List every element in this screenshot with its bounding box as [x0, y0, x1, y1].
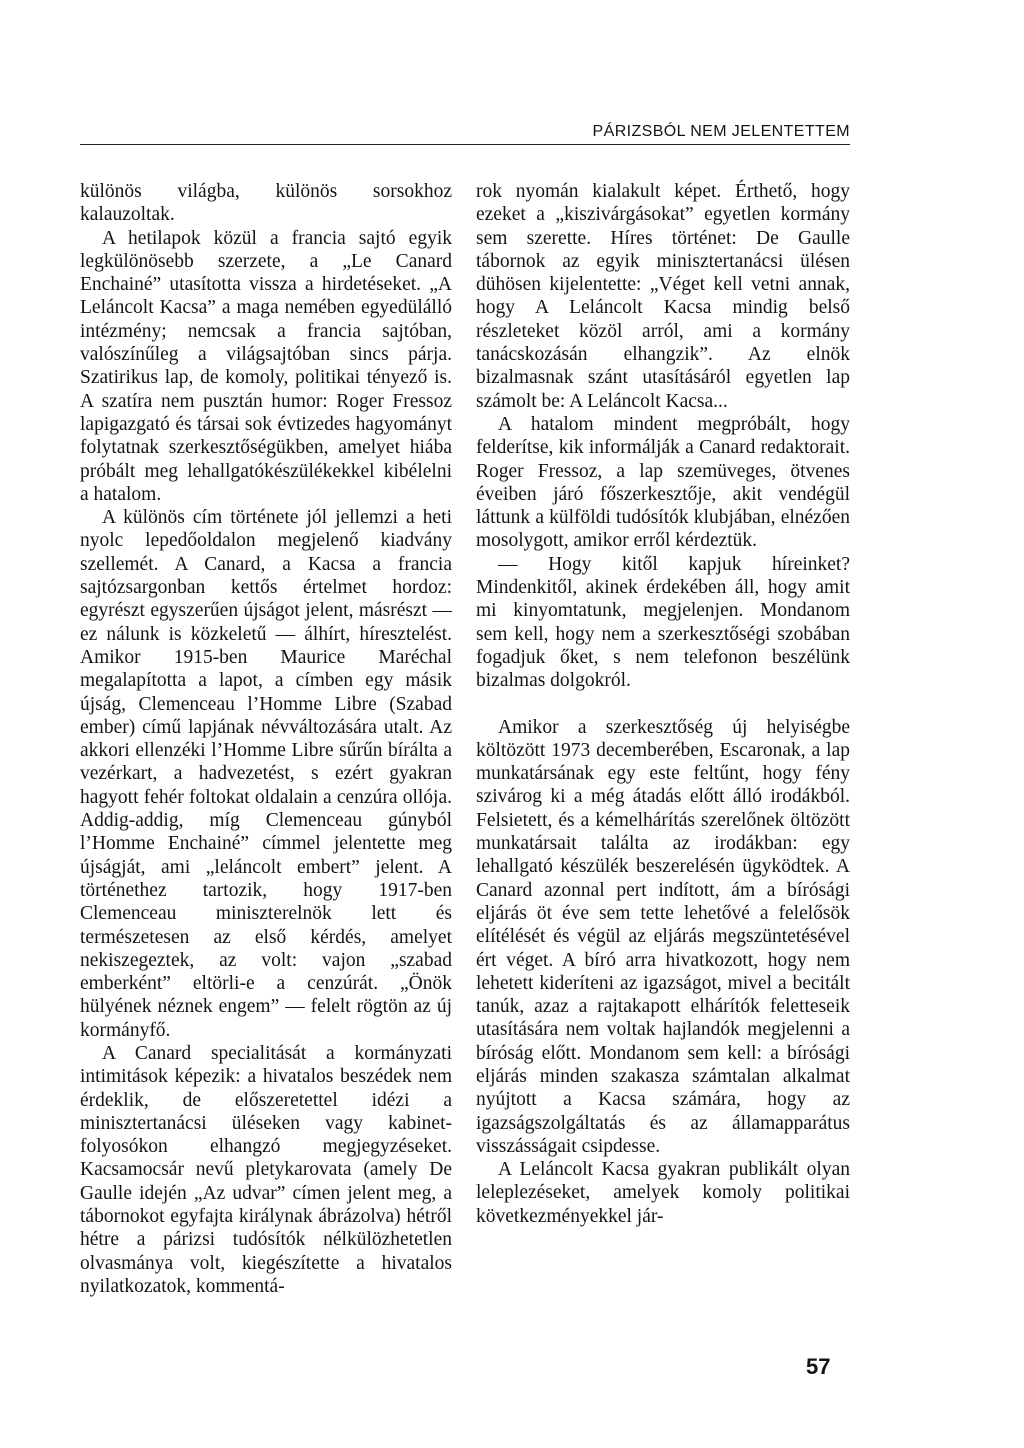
- right-column: [476, 180, 850, 1228]
- page-number: 57: [806, 1354, 831, 1379]
- paragraph: A hetilapok közül a francia sajtó egyik legkülönösebb szerzete, a „Le Canard Enchainé” utasította vissza a hirdetéseket. „A Leláncolt Kacsa” a maga nemében egyedülálló intézmény; nemcsak a francia sajtóban, valószínűleg a világsajtóban sincs párja. Szatirikus lap, de komoly, politikai tényező is. A szatíra nem pusztán humor: Roger Fressoz lapigazgató és társai sok évtizedes hagyományt folytatnak szerkesztőségükben, amelyet hiába próbált meg lehallgatókészülékekkel kibélelni a hatalom.: [80, 227, 452, 505]
- paragraph: rok nyomán kialakult képet. Érthető, hogy ezeket a „kiszivárgásokat” egyetlen kormány sem szerette. Híres történet: De Gaulle tábornok az egyik minisztertanácsi ülésen dühösen kijelentette: „Véget kell vetni annak, hogy A Leláncolt Kacsa mindig belső részleteket közöl arról, ami a kormány tanácskozásán elhangzik”. Az elnök bizalmasnak szánt utasításáról egyetlen lap számolt be: A Leláncolt Kacsa...: [476, 181, 850, 412]
- paragraph: különös világba, különös sorsokhoz kalauzoltak.: [80, 181, 452, 226]
- paragraph: A különös cím története jól jellemzi a heti nyolc lepedőoldalon megjelenő kiadvány szellemét. A Canard, a Kacsa a francia sajtózsargonban kettős értelmet hordoz: egyrészt egyszerűen újságot jelent, másrészt — ez nálunk is közkeletű — álhírt, híresztelést. Amikor 1915-ben Maurice Maréchal megalapította a lapot, a címben egy másik újság, Clemenceau l’Homme Libre (Szabad ember) című lapjának névváltozására utalt. Az akkori ellenzéki l’Homme Libre sűrűn bírálta a vezérkart, a hadvezetést, s ezért gyakran hagyott fehér foltokat oldalain a cenzúra ollója. Addig-addig, míg Clemenceau gúnyból l’Homme Enchainé” címmel jelentette meg újságját, ami „leláncolt embert” jelent. A történethez tartozik, hogy 1917-ben Clemenceau miniszterelnök lett és természetesen az első kérdés, amelyet nekiszegeztek, az volt: vajon „szabad emberként” eltörli-e a cenzúrát. „Önök hülyének néznek engem” — felelt rögtön az új kormányfő.: [80, 507, 452, 1041]
- paragraph: Amikor a szerkesztőség új helyiségbe költözött 1973 decemberében, Escaronak, a lap munkatársának egy este feltűnt, hogy fény szivárog ki a még átadás előtt álló irodákból. Felsietett, és a kémelhárítás szerelőnek öltözött munkatársait találta az irodákban: egy lehallgató készülék beszerelésén ügyködtek. A Canard azonnal pert indított, ám a bírósági eljárás öt éve sem tette lehetővé a felelősök elítélését és végül az eljárás megszüntetésével ért véget. A bíró arra hivatkozott, hogy nem lehetett kideríteni az igazságot, mivel a becitált tanúk, azaz a rajtakapott elhárítók feletteseik utasítására nem voltak hajlandók megjelenni a bíróság előtt. Mondanom sem kell: a bírósági eljárás minden szakasza számtalan alkalmat nyújtott a Kacsa számára, hogy az igazságszolgáltatás és az államapparátus visszásságait csipdesse.: [476, 716, 850, 1157]
- running-header: [80, 118, 850, 145]
- paragraph: A Leláncolt Kacsa gyakran publikált olyan leleplezéseket, amelyek komoly politikai következményekkel jár-: [476, 1159, 850, 1227]
- paragraph: — Hogy kitől kapjuk híreinket? Mindenkitől, akinek érdekében áll, hogy amit mi kinyomtatunk, megjelenjen. Mondanom sem kell, hogy nem a szerkesztőségi szobában fogadjuk őket, s nem telefonon beszélünk bizalmas dolgokról.: [476, 553, 850, 692]
- paragraph: A Canard specialitását a kormányzati intimitások képezik: a hivatalos beszédek nem érdeklik, de előszeretettel idézi a minisztertanácsi üléseken vagy kabinet-folyosókon elhangzó megjegyzéseket. Kacsamocsár nevű pletykarovata (amely De Gaulle idején „Az udvar” címen jelent meg, a tábornokot egyfajta királynak ábrázolva) hétről hétre a párizsi tudósítók nélkülözhetetlen olvasmánya volt, kiegészítette a hivatalos nyilatkozatok, kommentá-: [80, 1042, 452, 1297]
- paragraph: A hatalom mindent megpróbált, hogy felderítse, kik informálják a Canard redaktorait. Roger Fressoz, a lap szemüveges, ötvenes éveiben járó főszerkesztője, akit vendégül láttunk a külföldi tudósítók klubjában, elnézően mosolygott, amikor erről kérdeztük.: [476, 413, 850, 552]
- running-title: PÁRIZSBÓL NEM JELENTETTEM: [592, 123, 850, 140]
- left-column: [80, 180, 452, 1298]
